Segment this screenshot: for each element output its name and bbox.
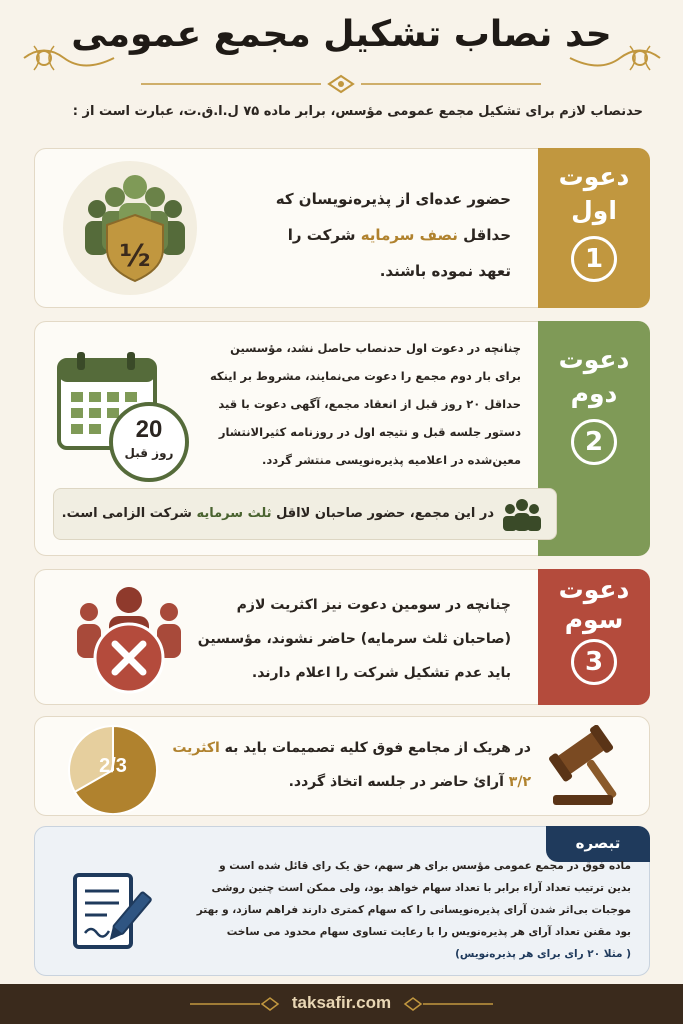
second-call-note [53,488,557,540]
decision-text [172,731,531,799]
first-call-tab [538,148,650,308]
text-line: در هریک از مجامع فوق کلیه تصمیمات باید به اکثریت [172,740,531,756]
tab-line-1: دعوت [558,162,630,191]
third-call-text [198,588,511,690]
footer-ornament-right-icon [403,996,493,1012]
tab-line-2: سوم [564,605,624,634]
step-number: 3 [571,639,617,685]
text-line: ماده فوق در مجمع عمومی مؤسس برای هر سهم، حق یک رای قائل شده است و [219,860,631,872]
note-card [34,826,650,976]
days-label: روز قبل [124,446,174,460]
text-line: چنانچه در سومین دعوت نیز اکثریت لازم [236,597,511,613]
text-line: چنانچه در دعوت اول حدنصاب حاصل نشد، مؤسسین [230,341,521,355]
text-line: معین‌شده در اعلامیه پذیره‌نویسی منتشر گردد. [261,453,521,467]
text-line: (صاحبان ثلث سرمایه) حاضر نشوند، مؤسسین [197,631,511,647]
text-line: برای بار دوم مجمع را دعوت می‌نمایند، مشروط بر اینکه [209,369,521,383]
days-number: 20 [135,416,163,443]
text-line: ۳/۲ آرائ حاضر در جلسه اتخاذ گردد. [288,774,531,790]
text-line: موجبات بی‌اثر شدن آرای پذیره‌نویسانی را که سهام کمتری دارند فراهم سازد، و بهتر [196,904,631,916]
note-text [161,855,631,965]
text-line: بدین ترتیب تعداد آراء برابر با تعداد سهام خواهد بود، ولی ممکن است چنین روشی [211,882,631,894]
days-badge [109,402,189,482]
group-cancel-icon [69,582,189,697]
text-line: بود مقنن تعداد آرای هر پذیره‌نویس را با رعایت تساوی سهام محدود می ساخت [226,926,631,938]
third-call-card [34,569,650,705]
note-text: در این مجمع، حضور صاحبان لااقل ثلث سرمایه شرکت الزامی است. [61,506,494,521]
text-line: حداقل نصف سرمایه شرکت را [287,226,511,244]
tab-line-1: دعوت [558,575,630,604]
note-tag: تبصره [546,826,650,862]
tab-line-2: اول [571,196,617,225]
second-call-text [210,334,521,474]
people-group-icon [500,497,544,533]
header [0,0,683,100]
first-call-text [276,181,511,289]
document-pen-icon [63,869,153,959]
divider-ornament-icon [141,74,541,94]
step-number: 1 [571,236,617,282]
note-example: ( مثلا ۲۰ رای برای هر پذیره‌نویس) [455,948,631,960]
page-title: حد نصاب تشکیل مجمع عمومی [71,14,612,55]
subtitle: حدنصاب لازم برای تشکیل مجمع عمومی مؤسس، برابر ماده ۷۵ ل.ا.ق.ت، عبارت است از : [72,104,643,119]
highlight-third-capital: ثلث سرمایه [196,506,272,521]
text-line: حداقل ۲۰ روز قبل از انعقاد مجمع، آگهی دعوت با قید [218,397,521,411]
step-number: 2 [571,419,617,465]
pie-label: 2/3 [99,755,127,777]
ornament-right-icon [560,38,670,78]
footer [0,984,683,1024]
highlight-majority: اکثریت [172,740,220,756]
first-call-card [34,148,650,308]
highlight-half-capital: نصف سرمایه [360,226,458,244]
text-line: حضور عده‌ای از پذیره‌نویسان که [275,190,511,208]
site-link[interactable]: taksafir.com [291,993,392,1012]
highlight-two-thirds: ۳/۲ [508,774,531,790]
ornament-left-icon [14,38,124,78]
fraction-label: ½ [119,239,151,274]
third-call-tab [538,569,650,705]
second-call-card [34,321,650,556]
tab-line-1: دعوت [558,345,630,374]
gavel-icon [541,725,637,809]
text-line: باید عدم تشکیل شرکت را اعلام دارند. [251,665,511,681]
text-line: دستور جلسه قبل و نتیجه اول در روزنامه کثیرالانتشار [218,425,521,439]
text-line: تعهد نموده باشند. [379,262,511,280]
tab-line-2: دوم [570,379,618,408]
decision-card [34,716,650,816]
